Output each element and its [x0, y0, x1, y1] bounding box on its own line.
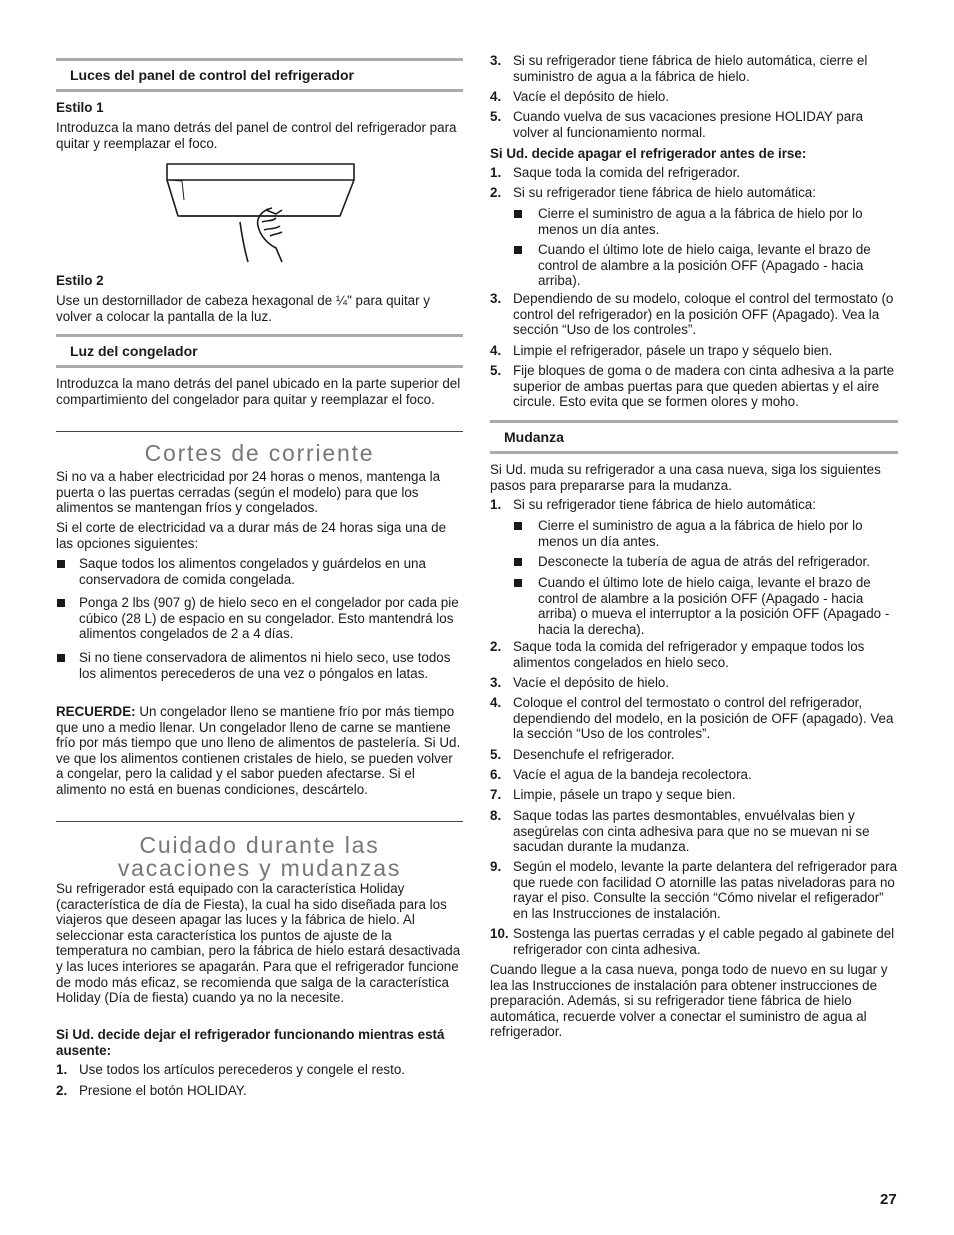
- bullet-square-icon: [514, 246, 522, 254]
- list-number: 3.: [490, 291, 502, 306]
- list-item: [490, 926, 898, 957]
- list-item-text: Use todos los artículos perecederos y congele el resto.: [79, 1062, 406, 1077]
- list-item-text: Desconecte la tubería de agua de atrás del refrigerador.: [538, 554, 870, 569]
- apagar-heading: Si Ud. decide apagar el refrigerador antes de irse:: [490, 146, 807, 161]
- list-item: [490, 343, 898, 359]
- list-item-text: Limpie, pásele un trapo y seque bien.: [513, 787, 736, 802]
- section-header-luces: Luces del panel de control del refrigerador: [56, 58, 463, 92]
- list-item: [490, 165, 898, 181]
- list-item-text: Saque todos los alimentos congelados y guárdelos en una conservadora de comida congelada.: [79, 556, 426, 587]
- list-item-text: Sostenga las puertas cerradas y el cable pegado al gabinete del refrigerador con cinta adhesiva.: [513, 926, 895, 957]
- list-number: 3.: [490, 53, 502, 68]
- list-item-text: Limpie el refrigerador, pásele un trapo y séquelo bien.: [513, 343, 833, 358]
- list-item: [490, 53, 898, 84]
- bullet-square-icon: [514, 558, 522, 566]
- bullet-square-icon: [514, 210, 522, 218]
- list-number: 2.: [56, 1083, 68, 1098]
- sub-list-item: [514, 554, 898, 570]
- list-number: 3.: [490, 675, 502, 690]
- recuerde-paragraph: [56, 704, 463, 798]
- list-item-text: Si su refrigerador tiene fábrica de hielo automática:: [513, 497, 816, 512]
- list-item: [490, 675, 898, 691]
- list-item: [490, 859, 898, 921]
- list-number: 2.: [490, 639, 502, 654]
- estilo2-title: Estilo 2: [56, 273, 104, 288]
- list-item: [56, 595, 463, 642]
- list-item-text: Saque toda la comida del refrigerador.: [513, 165, 741, 180]
- title-cortes: Cortes de corriente: [144, 440, 375, 466]
- list-item: [490, 363, 898, 410]
- list-item: [56, 1083, 463, 1099]
- list-item-text: Cierre el suministro de agua a la fábrica de hielo por lo menos un día antes.: [538, 206, 863, 237]
- list-item-text: Cuando vuelva de sus vacaciones presione HOLIDAY para volver al funcionamiento normal.: [513, 109, 864, 140]
- page-number: 27: [880, 1191, 897, 1208]
- list-item: [490, 747, 898, 763]
- title-cuidado-line-2: vacaciones y mudanzas: [117, 855, 402, 881]
- congelador-text: Introduzca la mano detrás del panel ubicado en la parte superior del compartimiento del congelador para quitar y reemplazar el foco.: [56, 376, 461, 407]
- list-number: 8.: [490, 808, 502, 823]
- list-number: 7.: [490, 787, 502, 802]
- list-number: 4.: [490, 695, 502, 710]
- list-item: [56, 1062, 463, 1078]
- mudanza-intro: Si Ud. muda su refrigerador a una casa nueva, siga los siguientes pasos para prepararse para la mudanza.: [490, 462, 881, 493]
- divider: [56, 821, 463, 822]
- bullet-square-icon: [514, 522, 522, 530]
- list-item: [56, 556, 463, 587]
- bullet-square-icon: [57, 654, 65, 662]
- estilo1-title: Estilo 1: [56, 100, 104, 115]
- list-item-text: Cierre el suministro de agua a la fábrica de hielo por lo menos un día antes.: [538, 518, 863, 549]
- list-item-text: Presione el botón HOLIDAY.: [79, 1083, 247, 1098]
- section-header-mudanza: Mudanza: [490, 420, 898, 454]
- list-item-text: Saque toda la comida del refrigerador y empaque todos los alimentos congelados en hielo seco.: [513, 639, 865, 670]
- list-item: [490, 767, 898, 783]
- list-item-text: Fije bloques de goma o de madera con cinta adhesiva a la parte superior de ambas puertas para que queden abiertas y el aire circule. Esto evita que se formen olores y moho.: [513, 363, 895, 410]
- list-item: [490, 89, 898, 105]
- dejar-heading: Si Ud. decide dejar el refrigerador funcionando mientras está ausente:: [56, 1027, 445, 1058]
- sub-list-item: [514, 242, 898, 289]
- final-paragraph: Cuando llegue a la casa nueva, ponga todo de nuevo en su lugar y lea las Instrucciones de instalación para obtener instrucciones de preparación. Además, si su refrigerador tiene fábrica de hielo automática, recuerde volver a conectar el suministro de agua al refrigerador.: [490, 962, 888, 1040]
- list-item: [490, 787, 898, 803]
- list-item-text: Cuando el último lote de hielo caiga, levante el brazo de control de alambre a la posición OFF (Apagado - hacia arriba).: [538, 242, 871, 289]
- list-item-text: Vacíe el depósito de hielo.: [513, 89, 670, 104]
- list-number: 9.: [490, 859, 502, 874]
- list-item-text: Cuando el último lote de hielo caiga, levante el brazo de control de alambre a la posición OFF (Apagado - hacia arriba) o mueva el interruptor a la posición OFF (Apagado - hacia la derecha).: [538, 575, 890, 637]
- bullet-square-icon: [57, 599, 65, 607]
- recuerde-text: Un congelador lleno se mantiene frío por más tiempo que uno a medio llenar. Un congelador lleno de carne se mantiene frío por más tiempo que uno lleno de alimentos de pastelería. Si Ud. ve que los alimentos contienen cristales de hielo, se pueden volver a congelar, pero la calidad y el sabor pueden afectarse. Si el alimento no está en buenas condiciones, descártelo.: [56, 704, 461, 797]
- list-number: 5.: [490, 363, 502, 378]
- list-item-text: Desenchufe el refrigerador.: [513, 747, 675, 762]
- list-item: [490, 695, 898, 742]
- list-item-text: Saque todas las partes desmontables, envuélvalas bien y asegúrelas con cinta adhesiva para que no se muevan ni se sacudan durante la mudanza.: [513, 808, 870, 855]
- list-item-text: Dependiendo de su modelo, coloque el control del termostato (o control del refrigerador) en la posición OFF (Apagado). Vea la sección “Uso de los controles”.: [513, 291, 894, 338]
- list-item-text: Vacíe el depósito de hielo.: [513, 675, 670, 690]
- list-number: 1.: [490, 497, 502, 512]
- title-cuidado-line-1: Cuidado durante las: [139, 832, 380, 858]
- list-number: 4.: [490, 89, 502, 104]
- list-number: 2.: [490, 185, 502, 200]
- list-item: [490, 291, 898, 338]
- section-header-congelador: Luz del congelador: [56, 334, 463, 368]
- list-item-text: Si su refrigerador tiene fábrica de hielo automática, cierre el suministro de agua a la fábrica de hielo.: [513, 53, 868, 84]
- sub-list-item: [514, 575, 898, 637]
- recuerde-label: RECUERDE:: [56, 704, 136, 719]
- list-item-text: Si no tiene conservadora de alimentos ni hielo seco, use todos los alimentos perecederos de una vez o póngalos en latas.: [79, 650, 451, 681]
- list-item-text: Coloque el control del termostato o control del refrigerador, dependiendo del modelo, en la posición de OFF (apagado). Vea la sección “Uso de los controles”.: [513, 695, 894, 742]
- list-item-text: Vacíe el agua de la bandeja recolectora.: [513, 767, 752, 782]
- cuidado-paragraph: Su refrigerador está equipado con la característica Holiday (característica de día de Fiesta), la cual ha sido diseñada para los viajeros que deseen apagar las luces y la fábrica de hielo. Al seleccionar esta característica los puntos de ajuste de la temperatura no cambian, pero la fábrica de hielo estará desactivada y las luces interiores se apagarán. Para que el refrigerador funcione de modo más eficaz, se recomienda que salga de la característica Holiday (Día de fiesta) cuando ya no la necesite.: [56, 881, 461, 1006]
- list-item-text: Ponga 2 lbs (907 g) de hielo seco en el congelador por cada pie cúbico (28 L) de espacio en su congelador. Esto mantendrá los alimentos congelados de 2 a 4 días.: [79, 595, 459, 642]
- list-item: [490, 639, 898, 670]
- cortes-paragraph-1: Si no va a haber electricidad por 24 horas o menos, mantenga la puerta o las puertas cerradas (según el modelo) para que los alimentos se mantengan fríos y congelados.: [56, 469, 441, 516]
- list-number: 6.: [490, 767, 502, 782]
- list-number: 4.: [490, 343, 502, 358]
- sub-list-item: [514, 518, 898, 549]
- divider: [56, 431, 463, 432]
- list-number: 1.: [56, 1062, 68, 1077]
- estilo1-text: Introduzca la mano detrás del panel de control del refrigerador para quitar y reemplazar el foco.: [56, 120, 457, 151]
- list-item-text: Si su refrigerador tiene fábrica de hielo automática:: [513, 185, 816, 200]
- list-number: 5.: [490, 747, 502, 762]
- list-item: [490, 109, 898, 140]
- sub-list-item: [514, 206, 898, 237]
- list-number: 5.: [490, 109, 502, 124]
- list-number: 1.: [490, 165, 502, 180]
- cortes-paragraph-2: Si el corte de electricidad va a durar más de 24 horas siga una de las opciones siguientes:: [56, 520, 447, 551]
- list-item: [490, 497, 898, 513]
- list-item: [490, 808, 898, 855]
- bullet-square-icon: [57, 560, 65, 568]
- list-item: [490, 185, 898, 201]
- list-number: 10.: [490, 926, 509, 941]
- bullet-square-icon: [514, 579, 522, 587]
- light-panel-illustration: [56, 160, 463, 266]
- list-item: [56, 650, 463, 681]
- list-item-text: Según el modelo, levante la parte delantera del refrigerador para que ruede con facilidad O atornille las patas niveladoras para no rayar el piso. Consulte la sección “Cómo nivelar el refigerador” en las Instrucciones de instalación.: [513, 859, 898, 921]
- estilo2-text: Use un destornillador de cabeza hexagonal de ¼" para quitar y volver a colocar la pantalla de la luz.: [56, 293, 430, 324]
- hand-panel-icon: [56, 160, 463, 266]
